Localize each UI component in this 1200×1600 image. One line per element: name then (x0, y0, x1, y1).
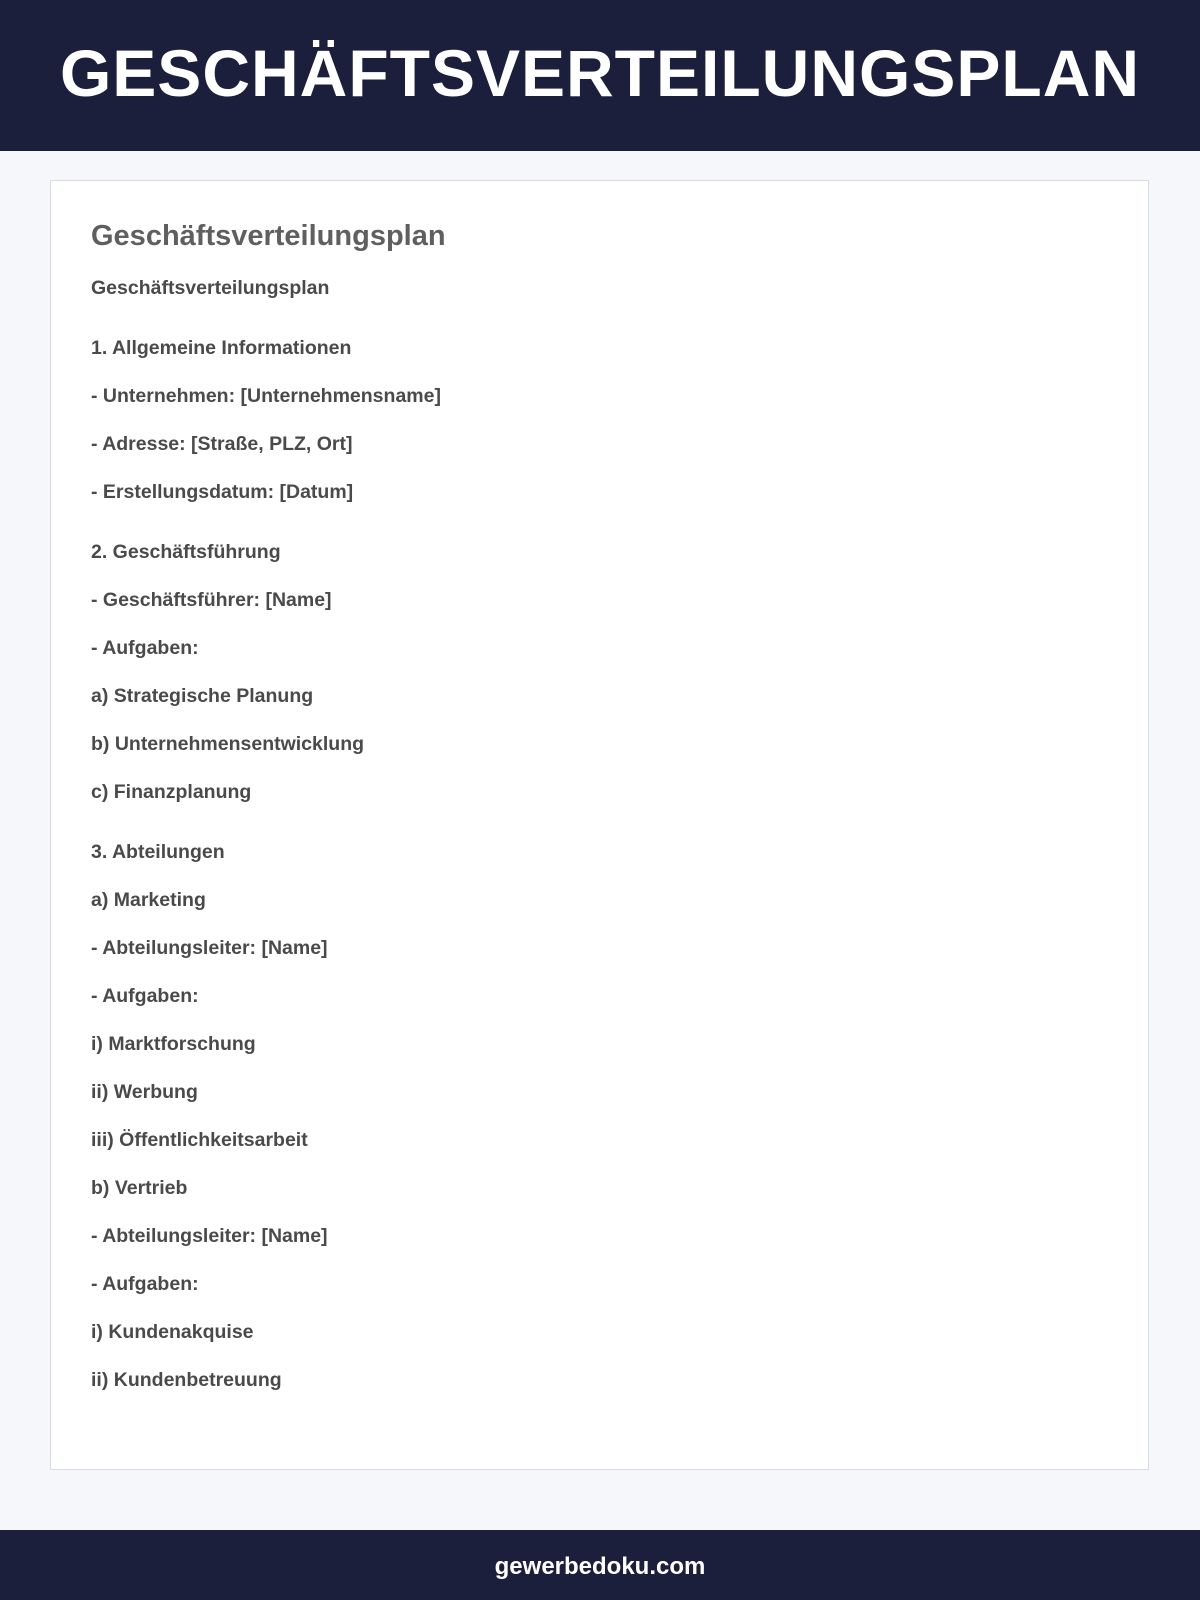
document-line: ii) Kundenbetreuung (91, 1369, 282, 1391)
document-line: - Aufgaben: (91, 1273, 199, 1295)
document-line: Geschäftsverteilungsplan (91, 277, 330, 299)
document-line: a) Marketing (91, 889, 206, 911)
document-line: - Geschäftsführer: [Name] (91, 589, 332, 611)
document-line: - Aufgaben: (91, 985, 199, 1007)
document-card (50, 180, 1149, 1470)
document-line: b) Unternehmensentwicklung (91, 733, 365, 755)
footer-site-link[interactable]: gewerbedoku.com (494, 1553, 706, 1580)
document-line: - Erstellungsdatum: [Datum] (91, 481, 354, 503)
document-line: c) Finanzplanung (91, 781, 252, 803)
document-title: Geschäftsverteilungsplan (91, 220, 446, 252)
document-line: i) Kundenakquise (91, 1321, 254, 1343)
document-line: - Abteilungsleiter: [Name] (91, 1225, 328, 1247)
document-line: - Unternehmen: [Unternehmensname] (91, 385, 441, 407)
section-heading: 3. Abteilungen (91, 841, 225, 863)
document-line: a) Strategische Planung (91, 685, 314, 707)
document-line: b) Vertrieb (91, 1177, 188, 1199)
document-line: - Aufgaben: (91, 637, 199, 659)
document-line: ii) Werbung (91, 1081, 198, 1103)
document-line: - Adresse: [Straße, PLZ, Ort] (91, 433, 353, 455)
section-heading: 2. Geschäftsführung (91, 541, 281, 563)
document-line: - Abteilungsleiter: [Name] (91, 937, 328, 959)
page-header (0, 0, 1200, 151)
page-banner-title: GESCHÄFTSVERTEILUNGSPLAN (59, 35, 1141, 110)
document-line: iii) Öffentlichkeitsarbeit (91, 1129, 308, 1151)
section-heading: 1. Allgemeine Informationen (91, 337, 352, 359)
page-footer (0, 1530, 1200, 1600)
document-line: i) Marktforschung (91, 1033, 256, 1055)
